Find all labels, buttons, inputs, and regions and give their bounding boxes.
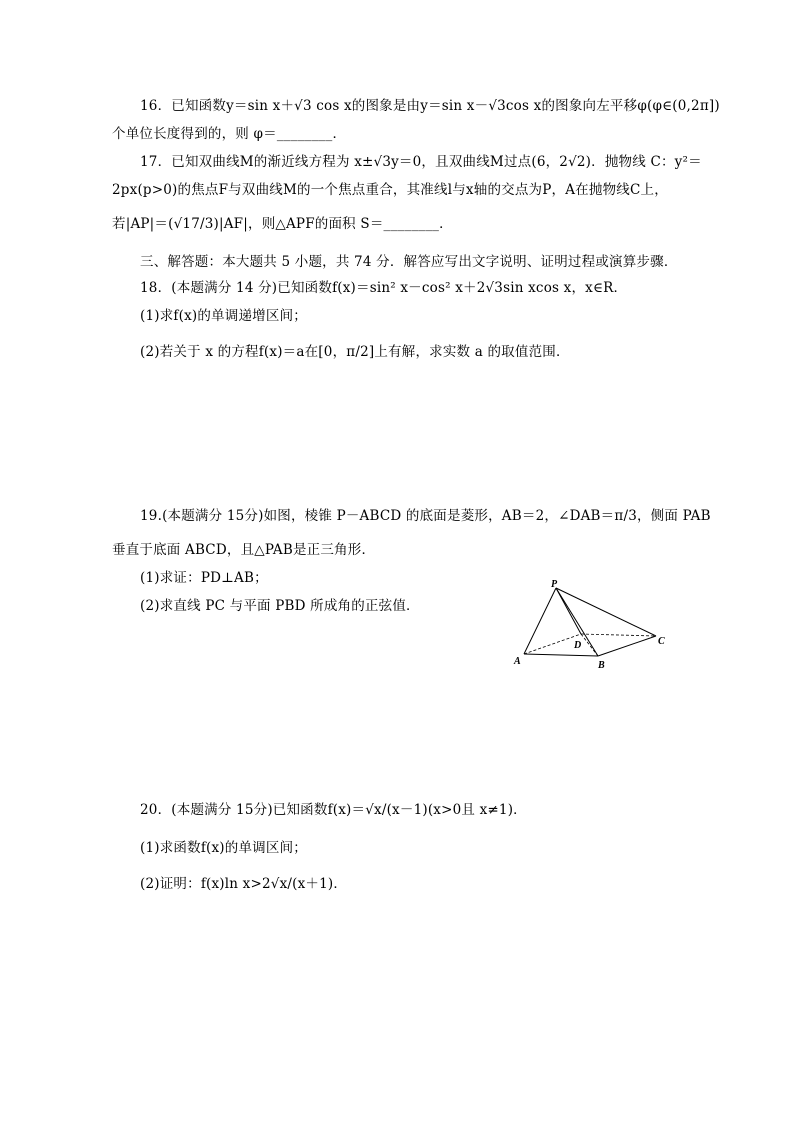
section-3-heading: 三、解答题：本大题共 5 小题，共 74 分．解答应写出文字说明、证明过程或演算步骤． — [140, 254, 678, 270]
label-A: A — [514, 656, 521, 667]
problem-19-line-1: 19.(本题满分 15分)如图，棱锥 P－ABCD 的底面是菱形，AB＝2，∠DAB＝π/3，侧面 PAB — [140, 508, 711, 524]
problem-20-part-1: (1)求函数f(x)的单调区间； — [140, 840, 307, 856]
problem-19-part-1: (1)求证：PD⊥AB； — [140, 570, 268, 586]
label-P: P — [551, 579, 558, 590]
problem-19-line-2: 垂直于底面 ABCD，且△PAB是正三角形． — [112, 542, 376, 558]
edge-PA — [524, 588, 556, 654]
problem-18-part-1: (1)求f(x)的单调递增区间； — [140, 308, 307, 324]
label-D: D — [574, 640, 582, 651]
edge-DC — [581, 634, 656, 636]
problem-18-part-2: (2)若关于 x 的方程f(x)＝a在[0，π/2]上有解，求实数 a 的取值范围． — [140, 344, 570, 360]
problem-20-part-2: (2)证明：f(x)ln x>2√x/(x＋1)． — [140, 876, 348, 892]
problem-20-stem: 20．(本题满分 15分)已知函数f(x)＝√x/(x－1)(x>0且 x≠1)． — [140, 802, 527, 818]
label-B: B — [598, 660, 605, 671]
problem-17-line-2: 2px(p>0)的焦点F与双曲线M的一个焦点重合，其准线l与x轴的交点为P，A在抛物线C上， — [112, 182, 668, 198]
edge-AB — [524, 654, 598, 656]
problem-18-stem: 18．(本题满分 14 分)已知函数f(x)＝sin² x－cos² x＋2√3sin xcos x，x∈R． — [140, 280, 628, 296]
edge-BC — [598, 636, 656, 656]
pyramid-figure — [506, 578, 682, 674]
label-C: C — [658, 636, 665, 647]
pyramid-diagram — [506, 578, 682, 674]
problem-17-line-3: 若|AP|＝(√17/3)|AF|，则△APF的面积 S＝________． — [112, 216, 453, 232]
problem-16-line-2: 个单位长度得到的，则 φ＝________． — [112, 126, 347, 142]
problem-19-part-2: (2)求直线 PC 与平面 PBD 所成角的正弦值． — [140, 598, 420, 614]
edge-PD — [556, 588, 581, 634]
problem-16-line-1: 16．已知函数y＝sin x＋√3 cos x的图象是由y＝sin x－√3cos x的图象向左平移φ(φ∈(0,2π]) — [140, 98, 720, 114]
problem-17-line-1: 17．已知双曲线M的渐近线方程为 x±√3y＝0，且双曲线M过点(6，2√2)．抛物线 C：y²＝ — [140, 154, 702, 170]
